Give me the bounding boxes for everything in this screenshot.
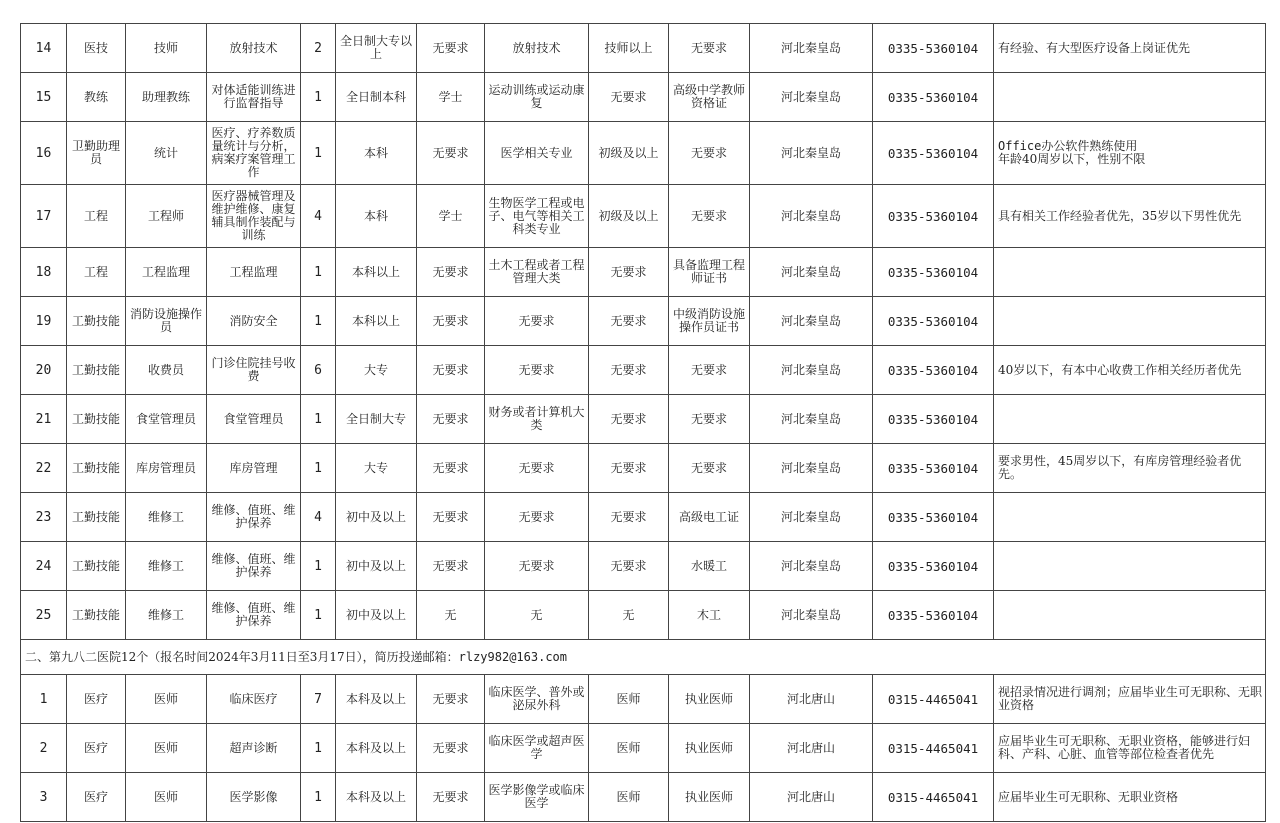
section-heading-row <box>21 640 1266 675</box>
cell-category: 工勤技能 <box>67 346 126 395</box>
cell-note: 要求男性，45周岁以下，有库房管理经验者优先。 <box>994 444 1266 493</box>
cell-certificate: 无要求 <box>669 122 750 185</box>
cell-location: 河北秦皇岛 <box>750 493 873 542</box>
cell-phone: 0335-5360104 <box>873 346 994 395</box>
cell-no: 20 <box>21 346 67 395</box>
cell-certificate: 高级电工证 <box>669 493 750 542</box>
cell-title: 医师 <box>589 675 669 724</box>
cell-major: 土木工程或者工程管理大类 <box>485 248 589 297</box>
cell-count: 1 <box>301 591 336 640</box>
cell-location: 河北秦皇岛 <box>750 542 873 591</box>
cell-title: 无要求 <box>589 542 669 591</box>
cell-phone: 0335-5360104 <box>873 542 994 591</box>
cell-certificate: 执业医师 <box>669 773 750 822</box>
cell-degree: 无 <box>417 591 485 640</box>
cell-degree: 无要求 <box>417 493 485 542</box>
cell-degree: 无要求 <box>417 444 485 493</box>
cell-major: 无要求 <box>485 493 589 542</box>
cell-note <box>994 73 1266 122</box>
cell-education: 本科 <box>336 185 417 248</box>
cell-position: 消防设施操作员 <box>126 297 207 346</box>
cell-no: 15 <box>21 73 67 122</box>
cell-work: 医学影像 <box>207 773 301 822</box>
cell-category: 工程 <box>67 248 126 297</box>
cell-phone: 0335-5360104 <box>873 122 994 185</box>
cell-title: 技师以上 <box>589 24 669 73</box>
table-row <box>21 724 1266 773</box>
cell-location: 河北秦皇岛 <box>750 122 873 185</box>
cell-count: 1 <box>301 297 336 346</box>
cell-certificate: 水暖工 <box>669 542 750 591</box>
cell-position: 食堂管理员 <box>126 395 207 444</box>
cell-no: 2 <box>21 724 67 773</box>
cell-phone: 0335-5360104 <box>873 248 994 297</box>
cell-major: 运动训练或运动康复 <box>485 73 589 122</box>
section-heading-text: 二、第九八二医院12个（报名时间2024年3月11日至3月17日），简历投递邮箱： <box>25 649 459 664</box>
cell-major: 医学相关专业 <box>485 122 589 185</box>
cell-position: 工程监理 <box>126 248 207 297</box>
cell-degree: 学士 <box>417 185 485 248</box>
table-row <box>21 24 1266 73</box>
cell-note <box>994 122 1266 185</box>
cell-degree: 无要求 <box>417 297 485 346</box>
cell-certificate: 无要求 <box>669 185 750 248</box>
table-row <box>21 346 1266 395</box>
cell-note <box>994 542 1266 591</box>
table-row <box>21 675 1266 724</box>
cell-major: 无要求 <box>485 297 589 346</box>
cell-education: 本科及以上 <box>336 773 417 822</box>
cell-work: 消防安全 <box>207 297 301 346</box>
table-row <box>21 493 1266 542</box>
cell-note <box>994 395 1266 444</box>
cell-location: 河北秦皇岛 <box>750 346 873 395</box>
cell-note: 应届毕业生可无职称、无职业资格 <box>994 773 1266 822</box>
cell-degree: 无要求 <box>417 395 485 444</box>
cell-certificate: 无要求 <box>669 395 750 444</box>
cell-work: 医疗、疗养数质量统计与分析，病案疗案管理工作 <box>207 122 301 185</box>
cell-count: 1 <box>301 724 336 773</box>
cell-certificate: 无要求 <box>669 346 750 395</box>
cell-degree: 学士 <box>417 73 485 122</box>
table-row <box>21 542 1266 591</box>
cell-phone: 0335-5360104 <box>873 297 994 346</box>
cell-note <box>994 591 1266 640</box>
cell-note: 应届毕业生可无职称、无职业资格，能够进行妇科、产科、心脏、血管等部位检查者优先 <box>994 724 1266 773</box>
cell-category: 医疗 <box>67 773 126 822</box>
cell-title: 无 <box>589 591 669 640</box>
table-row <box>21 185 1266 248</box>
cell-certificate: 执业医师 <box>669 675 750 724</box>
cell-count: 1 <box>301 444 336 493</box>
table-row <box>21 591 1266 640</box>
cell-title: 初级及以上 <box>589 185 669 248</box>
cell-title: 医师 <box>589 724 669 773</box>
cell-title: 无要求 <box>589 248 669 297</box>
cell-major: 生物医学工程或电子、电气等相关工科类专业 <box>485 185 589 248</box>
cell-no: 22 <box>21 444 67 493</box>
cell-note: 视招录情况进行调剂；应届毕业生可无职称、无职业资格 <box>994 675 1266 724</box>
cell-education: 全日制大专以上 <box>336 24 417 73</box>
cell-degree: 无要求 <box>417 122 485 185</box>
cell-degree: 无要求 <box>417 724 485 773</box>
cell-note <box>994 248 1266 297</box>
cell-major: 无 <box>485 591 589 640</box>
cell-phone: 0335-5360104 <box>873 493 994 542</box>
cell-no: 17 <box>21 185 67 248</box>
cell-major: 临床医学或超声医学 <box>485 724 589 773</box>
cell-title: 无要求 <box>589 493 669 542</box>
cell-degree: 无要求 <box>417 24 485 73</box>
cell-education: 本科及以上 <box>336 724 417 773</box>
cell-position: 医师 <box>126 773 207 822</box>
cell-location: 河北秦皇岛 <box>750 185 873 248</box>
cell-count: 1 <box>301 542 336 591</box>
cell-phone: 0335-5360104 <box>873 591 994 640</box>
cell-work: 医疗器械管理及维护维修、康复辅具制作装配与训练 <box>207 185 301 248</box>
cell-no: 1 <box>21 675 67 724</box>
cell-education: 本科以上 <box>336 248 417 297</box>
cell-phone: 0335-5360104 <box>873 395 994 444</box>
cell-position: 维修工 <box>126 591 207 640</box>
cell-title: 医师 <box>589 773 669 822</box>
cell-location: 河北秦皇岛 <box>750 297 873 346</box>
cell-count: 1 <box>301 122 336 185</box>
cell-no: 14 <box>21 24 67 73</box>
cell-work: 库房管理 <box>207 444 301 493</box>
cell-work: 食堂管理员 <box>207 395 301 444</box>
cell-major: 放射技术 <box>485 24 589 73</box>
cell-major: 无要求 <box>485 444 589 493</box>
cell-work: 超声诊断 <box>207 724 301 773</box>
cell-count: 1 <box>301 773 336 822</box>
cell-certificate: 执业医师 <box>669 724 750 773</box>
cell-work: 门诊住院挂号收费 <box>207 346 301 395</box>
cell-position: 库房管理员 <box>126 444 207 493</box>
cell-major: 无要求 <box>485 346 589 395</box>
cell-work: 放射技术 <box>207 24 301 73</box>
table-row <box>21 73 1266 122</box>
cell-education: 初中及以上 <box>336 591 417 640</box>
cell-count: 1 <box>301 395 336 444</box>
table-row <box>21 773 1266 822</box>
cell-work: 对体适能训练进行监督指导 <box>207 73 301 122</box>
cell-certificate: 具备监理工程师证书 <box>669 248 750 297</box>
cell-no: 16 <box>21 122 67 185</box>
cell-no: 18 <box>21 248 67 297</box>
cell-education: 本科以上 <box>336 297 417 346</box>
cell-count: 2 <box>301 24 336 73</box>
cell-phone: 0315-4465041 <box>873 724 994 773</box>
cell-category: 教练 <box>67 73 126 122</box>
cell-work: 维修、值班、维护保养 <box>207 542 301 591</box>
cell-note <box>994 493 1266 542</box>
cell-count: 4 <box>301 185 336 248</box>
cell-note: 具有相关工作经验者优先，35岁以下男性优先 <box>994 185 1266 248</box>
cell-location: 河北秦皇岛 <box>750 73 873 122</box>
table-row <box>21 395 1266 444</box>
cell-count: 1 <box>301 248 336 297</box>
recruitment-table <box>20 23 1266 822</box>
cell-education: 大专 <box>336 346 417 395</box>
cell-title: 无要求 <box>589 297 669 346</box>
cell-category: 工程 <box>67 185 126 248</box>
cell-education: 初中及以上 <box>336 542 417 591</box>
cell-position: 医师 <box>126 675 207 724</box>
cell-position: 助理教练 <box>126 73 207 122</box>
cell-title: 无要求 <box>589 73 669 122</box>
cell-location: 河北秦皇岛 <box>750 591 873 640</box>
cell-work: 工程监理 <box>207 248 301 297</box>
cell-location: 河北秦皇岛 <box>750 24 873 73</box>
cell-position: 维修工 <box>126 542 207 591</box>
cell-education: 本科及以上 <box>336 675 417 724</box>
cell-phone: 0335-5360104 <box>873 185 994 248</box>
cell-certificate: 中级消防设施操作员证书 <box>669 297 750 346</box>
cell-no: 25 <box>21 591 67 640</box>
cell-certificate: 木工 <box>669 591 750 640</box>
cell-major: 无要求 <box>485 542 589 591</box>
cell-location: 河北秦皇岛 <box>750 248 873 297</box>
cell-category: 工勤技能 <box>67 493 126 542</box>
cell-category: 医疗 <box>67 724 126 773</box>
cell-work: 维修、值班、维护保养 <box>207 591 301 640</box>
cell-education: 本科 <box>336 122 417 185</box>
cell-no: 21 <box>21 395 67 444</box>
note-line: 年龄40周岁以下，性别不限 <box>998 152 1146 166</box>
cell-degree: 无要求 <box>417 346 485 395</box>
cell-education: 全日制大专 <box>336 395 417 444</box>
cell-count: 4 <box>301 493 336 542</box>
cell-phone: 0335-5360104 <box>873 444 994 493</box>
cell-work: 维修、值班、维护保养 <box>207 493 301 542</box>
cell-degree: 无要求 <box>417 675 485 724</box>
cell-phone: 0315-4465041 <box>873 675 994 724</box>
cell-category: 工勤技能 <box>67 591 126 640</box>
section-heading <box>21 640 1266 675</box>
table-row <box>21 297 1266 346</box>
cell-count: 1 <box>301 73 336 122</box>
cell-count: 6 <box>301 346 336 395</box>
cell-category: 医疗 <box>67 675 126 724</box>
cell-note: 40岁以下，有本中心收费工作相关经历者优先 <box>994 346 1266 395</box>
section-email: rlzy982@163.com <box>458 649 567 664</box>
cell-no: 23 <box>21 493 67 542</box>
cell-category: 工勤技能 <box>67 297 126 346</box>
cell-certificate: 高级中学教师资格证 <box>669 73 750 122</box>
cell-location: 河北秦皇岛 <box>750 444 873 493</box>
cell-category: 工勤技能 <box>67 542 126 591</box>
table-row <box>21 248 1266 297</box>
cell-location: 河北唐山 <box>750 773 873 822</box>
cell-title: 初级及以上 <box>589 122 669 185</box>
cell-position: 统计 <box>126 122 207 185</box>
cell-degree: 无要求 <box>417 248 485 297</box>
cell-work: 临床医疗 <box>207 675 301 724</box>
cell-title: 无要求 <box>589 444 669 493</box>
cell-major: 医学影像学或临床医学 <box>485 773 589 822</box>
cell-note <box>994 297 1266 346</box>
table-row <box>21 444 1266 493</box>
cell-no: 19 <box>21 297 67 346</box>
cell-title: 无要求 <box>589 346 669 395</box>
cell-position: 技师 <box>126 24 207 73</box>
cell-title: 无要求 <box>589 395 669 444</box>
cell-degree: 无要求 <box>417 773 485 822</box>
cell-note: 有经验、有大型医疗设备上岗证优先 <box>994 24 1266 73</box>
table-row <box>21 122 1266 185</box>
cell-position: 工程师 <box>126 185 207 248</box>
cell-phone: 0335-5360104 <box>873 73 994 122</box>
cell-education: 全日制本科 <box>336 73 417 122</box>
cell-major: 财务或者计算机大类 <box>485 395 589 444</box>
cell-no: 3 <box>21 773 67 822</box>
cell-degree: 无要求 <box>417 542 485 591</box>
cell-position: 收费员 <box>126 346 207 395</box>
cell-category: 工勤技能 <box>67 395 126 444</box>
cell-location: 河北唐山 <box>750 675 873 724</box>
cell-position: 维修工 <box>126 493 207 542</box>
cell-no: 24 <box>21 542 67 591</box>
cell-education: 大专 <box>336 444 417 493</box>
cell-location: 河北秦皇岛 <box>750 395 873 444</box>
cell-count: 7 <box>301 675 336 724</box>
cell-category: 医技 <box>67 24 126 73</box>
cell-certificate: 无要求 <box>669 24 750 73</box>
note-line: Office办公软件熟练使用 <box>998 139 1138 153</box>
cell-major: 临床医学、普外或泌尿外科 <box>485 675 589 724</box>
cell-position: 医师 <box>126 724 207 773</box>
cell-category: 卫勤助理员 <box>67 122 126 185</box>
cell-category: 工勤技能 <box>67 444 126 493</box>
cell-location: 河北唐山 <box>750 724 873 773</box>
cell-certificate: 无要求 <box>669 444 750 493</box>
cell-phone: 0315-4465041 <box>873 773 994 822</box>
cell-education: 初中及以上 <box>336 493 417 542</box>
cell-phone: 0335-5360104 <box>873 24 994 73</box>
